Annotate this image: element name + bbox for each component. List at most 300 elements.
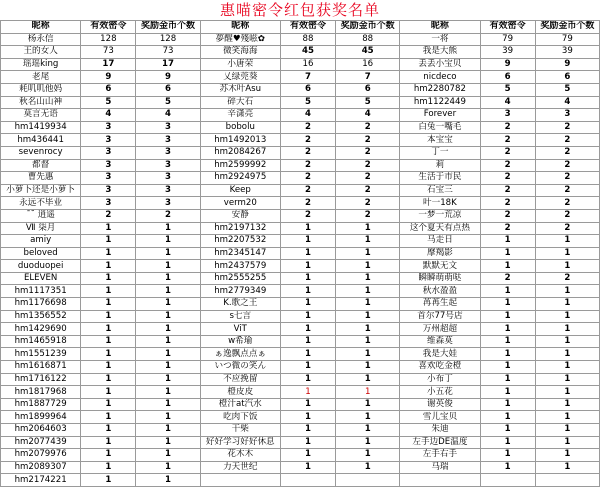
cell-nickname[interactable]: 一将 [400, 33, 480, 46]
cell-nickname[interactable]: hm2084267 [200, 146, 280, 159]
cell-coin-rewards[interactable]: 2 [336, 146, 400, 159]
cell-nickname[interactable]: 苒苒生起 [400, 298, 480, 311]
cell-nickname[interactable]: 这个夏天有点热 [400, 222, 480, 235]
cell-valid-codes[interactable]: 1 [81, 348, 136, 361]
cell-valid-codes[interactable]: 2 [480, 134, 535, 147]
cell-nickname[interactable]: hm1419934 [1, 121, 81, 134]
cell-coin-rewards[interactable]: 1 [336, 323, 400, 336]
cell-nickname[interactable]: hm2924975 [200, 172, 280, 185]
cell-valid-codes[interactable]: 1 [480, 323, 535, 336]
cell-valid-codes[interactable]: 1 [480, 449, 535, 462]
cell-valid-codes[interactable]: 1 [480, 386, 535, 399]
cell-valid-codes[interactable]: 1 [280, 298, 335, 311]
cell-coin-rewards[interactable]: 1 [336, 461, 400, 474]
cell-valid-codes[interactable]: 3 [81, 172, 136, 185]
cell-nickname[interactable]: 曹先惠 [1, 172, 81, 185]
cell-nickname[interactable]: 碎大石 [200, 96, 280, 109]
cell-coin-rewards[interactable]: 4 [336, 109, 400, 122]
cell-valid-codes[interactable]: 1 [81, 285, 136, 298]
cell-valid-codes[interactable]: 3 [81, 159, 136, 172]
cell-valid-codes[interactable]: 2 [480, 184, 535, 197]
cell-coin-rewards[interactable]: 2 [336, 184, 400, 197]
cell-coin-rewards[interactable]: 1 [136, 235, 200, 248]
cell-valid-codes[interactable]: 2 [280, 209, 335, 222]
cell-coin-rewards[interactable]: 1 [336, 285, 400, 298]
cell-coin-rewards[interactable]: 1 [136, 398, 200, 411]
cell-valid-codes[interactable]: 1 [280, 436, 335, 449]
cell-nickname[interactable]: 摩羯影 [400, 247, 480, 260]
cell-coin-rewards[interactable]: 5 [336, 96, 400, 109]
cell-valid-codes[interactable]: 2 [480, 197, 535, 210]
cell-nickname[interactable]: 莫言无语 [1, 109, 81, 122]
cell-coin-rewards[interactable]: 3 [136, 134, 200, 147]
cell-coin-rewards[interactable]: 1 [136, 386, 200, 399]
cell-nickname[interactable]: verm20 [200, 197, 280, 210]
cell-valid-codes[interactable]: 1 [81, 222, 136, 235]
cell-nickname[interactable]: amiy [1, 235, 81, 248]
cell-coin-rewards[interactable]: 1 [136, 323, 200, 336]
cell-coin-rewards[interactable]: 2 [336, 197, 400, 210]
cell-nickname[interactable]: ¯˘ 逍遥 [1, 209, 81, 222]
cell-valid-codes[interactable]: 9 [480, 58, 535, 71]
header-nickname[interactable]: 昵称 [1, 21, 81, 34]
cell-valid-codes[interactable]: 1 [280, 424, 335, 437]
cell-nickname[interactable]: 耗叽叽他妈 [1, 83, 81, 96]
empty-cell[interactable] [280, 474, 335, 487]
cell-coin-rewards[interactable]: 9 [535, 58, 599, 71]
cell-valid-codes[interactable]: 1 [81, 298, 136, 311]
cell-valid-codes[interactable]: 3 [81, 134, 136, 147]
cell-valid-codes[interactable]: 1 [480, 298, 535, 311]
cell-valid-codes[interactable]: 7 [280, 71, 335, 84]
cell-coin-rewards[interactable]: 45 [336, 46, 400, 59]
cell-valid-codes[interactable]: 1 [280, 222, 335, 235]
cell-coin-rewards[interactable]: 1 [136, 222, 200, 235]
cell-valid-codes[interactable]: 5 [81, 96, 136, 109]
cell-valid-codes[interactable]: 1 [280, 411, 335, 424]
cell-coin-rewards[interactable]: 39 [535, 46, 599, 59]
cell-valid-codes[interactable]: 1 [81, 398, 136, 411]
cell-nickname[interactable]: ViT [200, 323, 280, 336]
cell-valid-codes[interactable]: 6 [480, 71, 535, 84]
cell-nickname[interactable]: 喜欢吃金橙 [400, 361, 480, 374]
cell-valid-codes[interactable]: 1 [81, 247, 136, 260]
cell-valid-codes[interactable]: 1 [480, 247, 535, 260]
cell-valid-codes[interactable]: 1 [81, 386, 136, 399]
cell-valid-codes[interactable]: 6 [280, 83, 335, 96]
cell-valid-codes[interactable]: 17 [81, 58, 136, 71]
cell-coin-rewards[interactable]: 2 [535, 272, 599, 285]
cell-valid-codes[interactable]: 4 [280, 109, 335, 122]
cell-valid-codes[interactable]: 1 [81, 474, 136, 487]
cell-coin-rewards[interactable]: 1 [136, 424, 200, 437]
cell-nickname[interactable]: hm2599992 [200, 159, 280, 172]
cell-coin-rewards[interactable]: 1 [336, 310, 400, 323]
cell-coin-rewards[interactable]: 2 [535, 172, 599, 185]
cell-nickname[interactable]: hm2064603 [1, 424, 81, 437]
cell-nickname[interactable]: 一梦一荒凉 [400, 209, 480, 222]
cell-nickname[interactable]: ELEVEN [1, 272, 81, 285]
cell-nickname[interactable]: hm1492013 [200, 134, 280, 147]
cell-coin-rewards[interactable]: 1 [535, 424, 599, 437]
header-valid-codes[interactable]: 有效密令 [280, 21, 335, 34]
cell-valid-codes[interactable]: 1 [480, 260, 535, 273]
empty-cell[interactable] [535, 474, 599, 487]
cell-valid-codes[interactable]: 1 [81, 260, 136, 273]
cell-valid-codes[interactable]: 3 [81, 146, 136, 159]
cell-valid-codes[interactable]: 1 [81, 323, 136, 336]
cell-coin-rewards[interactable]: 5 [136, 96, 200, 109]
cell-coin-rewards[interactable]: 1 [336, 361, 400, 374]
cell-nickname[interactable]: 王的女人 [1, 46, 81, 59]
cell-coin-rewards[interactable]: 1 [336, 260, 400, 273]
cell-valid-codes[interactable]: 1 [81, 310, 136, 323]
cell-coin-rewards[interactable]: 3 [535, 109, 599, 122]
cell-coin-rewards[interactable]: 2 [535, 159, 599, 172]
cell-coin-rewards[interactable]: 2 [535, 146, 599, 159]
cell-coin-rewards[interactable]: 2 [535, 184, 599, 197]
cell-coin-rewards[interactable]: 1 [136, 298, 200, 311]
cell-valid-codes[interactable]: 88 [280, 33, 335, 46]
cell-coin-rewards[interactable]: 6 [535, 71, 599, 84]
cell-valid-codes[interactable]: 2 [280, 134, 335, 147]
cell-coin-rewards[interactable]: 1 [535, 348, 599, 361]
cell-nickname[interactable]: hm1899964 [1, 411, 81, 424]
cell-coin-rewards[interactable]: 1 [535, 235, 599, 248]
cell-coin-rewards[interactable]: 2 [535, 121, 599, 134]
cell-coin-rewards[interactable]: 73 [136, 46, 200, 59]
cell-nickname[interactable]: hm2280782 [400, 83, 480, 96]
cell-valid-codes[interactable]: 16 [280, 58, 335, 71]
cell-coin-rewards[interactable]: 3 [136, 159, 200, 172]
cell-nickname[interactable]: hm2555255 [200, 272, 280, 285]
cell-valid-codes[interactable]: 1 [81, 272, 136, 285]
cell-coin-rewards[interactable]: 1 [535, 310, 599, 323]
cell-nickname[interactable]: 安静 [200, 209, 280, 222]
cell-coin-rewards[interactable]: 3 [136, 146, 200, 159]
cell-nickname[interactable]: bobolu [200, 121, 280, 134]
cell-coin-rewards[interactable]: 2 [535, 134, 599, 147]
cell-coin-rewards[interactable]: 1 [136, 285, 200, 298]
cell-nickname[interactable]: 石宝三 [400, 184, 480, 197]
cell-coin-rewards[interactable]: 1 [535, 335, 599, 348]
cell-valid-codes[interactable]: 2 [280, 184, 335, 197]
header-coin-rewards[interactable]: 奖励金币个数 [535, 21, 599, 34]
cell-coin-rewards[interactable]: 1 [336, 449, 400, 462]
cell-valid-codes[interactable]: 1 [81, 373, 136, 386]
cell-valid-codes[interactable]: 2 [280, 146, 335, 159]
cell-nickname[interactable]: 力天世纪 [200, 461, 280, 474]
cell-coin-rewards[interactable]: 2 [535, 209, 599, 222]
cell-nickname[interactable]: sevenrocy [1, 146, 81, 159]
cell-valid-codes[interactable]: 79 [480, 33, 535, 46]
cell-valid-codes[interactable]: 1 [280, 260, 335, 273]
cell-nickname[interactable]: 好好学习好好休息 [200, 436, 280, 449]
cell-nickname[interactable]: Ⅶ 柒月 [1, 222, 81, 235]
cell-coin-rewards[interactable]: 128 [136, 33, 200, 46]
cell-valid-codes[interactable]: 2 [280, 121, 335, 134]
cell-coin-rewards[interactable]: 1 [336, 298, 400, 311]
cell-coin-rewards[interactable]: 4 [136, 109, 200, 122]
cell-nickname[interactable]: 都督 [1, 159, 81, 172]
cell-valid-codes[interactable]: 2 [280, 197, 335, 210]
cell-valid-codes[interactable]: 1 [480, 285, 535, 298]
cell-coin-rewards[interactable]: 1 [336, 335, 400, 348]
cell-nickname[interactable]: 小五花 [400, 386, 480, 399]
cell-nickname[interactable]: 谢英俊 [400, 398, 480, 411]
cell-valid-codes[interactable]: 1 [81, 461, 136, 474]
cell-valid-codes[interactable]: 1 [280, 323, 335, 336]
cell-coin-rewards[interactable]: 1 [136, 411, 200, 424]
cell-nickname[interactable]: 丁一 [400, 146, 480, 159]
cell-nickname[interactable]: 秋名山山神 [1, 96, 81, 109]
cell-valid-codes[interactable]: 4 [480, 96, 535, 109]
cell-nickname[interactable]: hm1551239 [1, 348, 81, 361]
cell-nickname[interactable]: hm2079976 [1, 449, 81, 462]
cell-coin-rewards[interactable]: 2 [136, 209, 200, 222]
cell-nickname[interactable]: 橙汁at汽水 [200, 398, 280, 411]
cell-nickname[interactable]: 莉 [400, 159, 480, 172]
cell-nickname[interactable]: Forever [400, 109, 480, 122]
cell-valid-codes[interactable]: 1 [280, 449, 335, 462]
cell-nickname[interactable]: K.歌之王 [200, 298, 280, 311]
cell-nickname[interactable]: hm436441 [1, 134, 81, 147]
cell-coin-rewards[interactable]: 1 [336, 398, 400, 411]
cell-valid-codes[interactable]: 6 [81, 83, 136, 96]
cell-nickname[interactable]: 苏木叶Asu [200, 83, 280, 96]
cell-valid-codes[interactable]: 1 [280, 335, 335, 348]
cell-valid-codes[interactable]: 2 [280, 159, 335, 172]
cell-valid-codes[interactable]: 1 [280, 361, 335, 374]
cell-nickname[interactable]: いつ微の笑ん [200, 361, 280, 374]
cell-valid-codes[interactable]: 1 [480, 411, 535, 424]
cell-coin-rewards[interactable]: 16 [336, 58, 400, 71]
cell-coin-rewards[interactable]: 6 [136, 83, 200, 96]
cell-nickname[interactable]: 默默无文 [400, 260, 480, 273]
cell-valid-codes[interactable]: 1 [280, 461, 335, 474]
cell-coin-rewards[interactable]: 1 [136, 335, 200, 348]
cell-coin-rewards[interactable]: 2 [336, 121, 400, 134]
cell-coin-rewards[interactable]: 1 [535, 386, 599, 399]
cell-coin-rewards[interactable]: 1 [535, 285, 599, 298]
cell-coin-rewards[interactable]: 1 [535, 449, 599, 462]
cell-valid-codes[interactable]: 2 [480, 172, 535, 185]
cell-nickname[interactable]: 夢醒♥殘嗞✿ [200, 33, 280, 46]
cell-valid-codes[interactable]: 1 [81, 449, 136, 462]
cell-nickname[interactable]: 吃肉下饭 [200, 411, 280, 424]
cell-coin-rewards[interactable]: 7 [336, 71, 400, 84]
cell-valid-codes[interactable]: 128 [81, 33, 136, 46]
cell-coin-rewards[interactable]: 1 [136, 272, 200, 285]
cell-coin-rewards[interactable]: 1 [136, 310, 200, 323]
cell-nickname[interactable]: hm2437579 [200, 260, 280, 273]
cell-coin-rewards[interactable]: 1 [535, 323, 599, 336]
cell-nickname[interactable]: 马瑞 [400, 461, 480, 474]
cell-nickname[interactable]: 瑶瑶king [1, 58, 81, 71]
cell-valid-codes[interactable]: 1 [81, 436, 136, 449]
cell-nickname[interactable]: hm1117351 [1, 285, 81, 298]
cell-valid-codes[interactable]: 1 [280, 235, 335, 248]
header-valid-codes[interactable]: 有效密令 [480, 21, 535, 34]
header-nickname[interactable]: 昵称 [200, 21, 280, 34]
header-valid-codes[interactable]: 有效密令 [81, 21, 136, 34]
cell-nickname[interactable]: 干柴 [200, 424, 280, 437]
cell-valid-codes[interactable]: 2 [480, 159, 535, 172]
cell-coin-rewards[interactable]: 1 [535, 260, 599, 273]
cell-coin-rewards[interactable]: 1 [336, 348, 400, 361]
cell-valid-codes[interactable]: 3 [81, 121, 136, 134]
cell-valid-codes[interactable]: 2 [480, 146, 535, 159]
cell-nickname[interactable]: 叶一18K [400, 197, 480, 210]
cell-nickname[interactable]: 乂绿莞葵 [200, 71, 280, 84]
cell-valid-codes[interactable]: 1 [280, 310, 335, 323]
cell-coin-rewards[interactable]: 1 [336, 424, 400, 437]
cell-nickname[interactable]: 秋水盈盈 [400, 285, 480, 298]
cell-valid-codes[interactable]: 2 [480, 121, 535, 134]
cell-nickname[interactable]: hm1887729 [1, 398, 81, 411]
cell-nickname[interactable]: 雪儿宝贝 [400, 411, 480, 424]
cell-coin-rewards[interactable]: 1 [136, 449, 200, 462]
cell-nickname[interactable]: hm2077439 [1, 436, 81, 449]
cell-coin-rewards[interactable]: 3 [136, 197, 200, 210]
cell-valid-codes[interactable]: 1 [280, 272, 335, 285]
cell-coin-rewards[interactable]: 1 [336, 222, 400, 235]
cell-nickname[interactable]: 马走日 [400, 235, 480, 248]
cell-nickname[interactable]: hm1616871 [1, 361, 81, 374]
cell-nickname[interactable]: 橙皮皮 [200, 386, 280, 399]
cell-valid-codes[interactable]: 2 [81, 209, 136, 222]
cell-nickname[interactable]: ぁ逸飘点点ぁ [200, 348, 280, 361]
cell-nickname[interactable]: hm1122449 [400, 96, 480, 109]
cell-coin-rewards[interactable]: 79 [535, 33, 599, 46]
cell-coin-rewards[interactable]: 1 [136, 436, 200, 449]
cell-coin-rewards[interactable]: 1 [535, 361, 599, 374]
cell-coin-rewards[interactable]: 3 [136, 121, 200, 134]
cell-nickname[interactable]: 微笑海海 [200, 46, 280, 59]
cell-valid-codes[interactable]: 45 [280, 46, 335, 59]
cell-coin-rewards[interactable]: 1 [535, 461, 599, 474]
cell-nickname[interactable]: 花木木 [200, 449, 280, 462]
cell-nickname[interactable]: hm1817968 [1, 386, 81, 399]
header-coin-rewards[interactable]: 奖励金币个数 [136, 21, 200, 34]
cell-valid-codes[interactable]: 1 [280, 348, 335, 361]
cell-valid-codes[interactable]: 2 [280, 172, 335, 185]
cell-valid-codes[interactable]: 1 [480, 348, 535, 361]
cell-nickname[interactable]: 小萝卜还是小萝卜 [1, 184, 81, 197]
cell-nickname[interactable]: hm2345147 [200, 247, 280, 260]
cell-coin-rewards[interactable]: 1 [535, 373, 599, 386]
cell-valid-codes[interactable]: 1 [280, 247, 335, 260]
cell-nickname[interactable]: 我是大娃 [400, 348, 480, 361]
cell-coin-rewards[interactable]: 6 [336, 83, 400, 96]
cell-nickname[interactable]: 杨永信 [1, 33, 81, 46]
empty-cell[interactable] [480, 474, 535, 487]
cell-nickname[interactable]: 我是大熊 [400, 46, 480, 59]
cell-valid-codes[interactable]: 1 [280, 386, 335, 399]
cell-coin-rewards[interactable]: 1 [136, 461, 200, 474]
cell-nickname[interactable]: duoduopei [1, 260, 81, 273]
cell-coin-rewards[interactable]: 1 [336, 386, 400, 399]
cell-nickname[interactable]: 本宝宝 [400, 134, 480, 147]
empty-cell[interactable] [400, 474, 480, 487]
cell-nickname[interactable]: hm2207532 [200, 235, 280, 248]
cell-coin-rewards[interactable]: 2 [336, 134, 400, 147]
cell-valid-codes[interactable]: 1 [480, 436, 535, 449]
cell-nickname[interactable]: 朱迪 [400, 424, 480, 437]
cell-coin-rewards[interactable]: 1 [136, 260, 200, 273]
cell-valid-codes[interactable]: 1 [480, 398, 535, 411]
cell-valid-codes[interactable]: 2 [480, 272, 535, 285]
cell-valid-codes[interactable]: 1 [480, 335, 535, 348]
cell-nickname[interactable]: hm2089307 [1, 461, 81, 474]
cell-nickname[interactable]: hm2197132 [200, 222, 280, 235]
cell-nickname[interactable]: 首尔77号店 [400, 310, 480, 323]
cell-valid-codes[interactable]: 1 [81, 361, 136, 374]
cell-nickname[interactable]: beloved [1, 247, 81, 260]
cell-nickname[interactable]: hm1356552 [1, 310, 81, 323]
cell-nickname[interactable]: 左手边DE温度 [400, 436, 480, 449]
header-coin-rewards[interactable]: 奖励金币个数 [336, 21, 400, 34]
cell-valid-codes[interactable]: 1 [81, 411, 136, 424]
cell-coin-rewards[interactable]: 88 [336, 33, 400, 46]
cell-nickname[interactable]: s七言 [200, 310, 280, 323]
empty-cell[interactable] [200, 474, 280, 487]
cell-nickname[interactable]: 小布丁 [400, 373, 480, 386]
cell-valid-codes[interactable]: 3 [480, 109, 535, 122]
cell-valid-codes[interactable]: 3 [81, 197, 136, 210]
cell-coin-rewards[interactable]: 1 [535, 398, 599, 411]
cell-coin-rewards[interactable]: 1 [136, 247, 200, 260]
cell-valid-codes[interactable]: 1 [480, 424, 535, 437]
cell-nickname[interactable]: 万州超超 [400, 323, 480, 336]
cell-coin-rewards[interactable]: 2 [535, 222, 599, 235]
cell-coin-rewards[interactable]: 1 [136, 474, 200, 487]
cell-nickname[interactable]: 小唐荣 [200, 58, 280, 71]
cell-valid-codes[interactable]: 73 [81, 46, 136, 59]
cell-nickname[interactable]: 左手右手 [400, 449, 480, 462]
cell-coin-rewards[interactable]: 5 [535, 83, 599, 96]
cell-coin-rewards[interactable]: 2 [336, 159, 400, 172]
cell-valid-codes[interactable]: 2 [480, 209, 535, 222]
cell-coin-rewards[interactable]: 1 [336, 235, 400, 248]
cell-valid-codes[interactable]: 1 [81, 424, 136, 437]
cell-valid-codes[interactable]: 1 [280, 285, 335, 298]
cell-valid-codes[interactable]: 9 [81, 71, 136, 84]
cell-nickname[interactable]: 不应挽留 [200, 373, 280, 386]
cell-nickname[interactable]: 维森莫 [400, 335, 480, 348]
cell-nickname[interactable]: hm2174221 [1, 474, 81, 487]
cell-valid-codes[interactable]: 1 [480, 235, 535, 248]
cell-valid-codes[interactable]: 1 [81, 335, 136, 348]
cell-coin-rewards[interactable]: 1 [336, 373, 400, 386]
cell-nickname[interactable]: hm1716122 [1, 373, 81, 386]
cell-valid-codes[interactable]: 39 [480, 46, 535, 59]
cell-coin-rewards[interactable]: 1 [136, 361, 200, 374]
cell-valid-codes[interactable]: 1 [280, 373, 335, 386]
cell-valid-codes[interactable]: 2 [480, 222, 535, 235]
cell-coin-rewards[interactable]: 1 [535, 247, 599, 260]
cell-coin-rewards[interactable]: 9 [136, 71, 200, 84]
cell-nickname[interactable]: 生活于市民 [400, 172, 480, 185]
cell-valid-codes[interactable]: 5 [280, 96, 335, 109]
cell-coin-rewards[interactable]: 1 [336, 411, 400, 424]
cell-nickname[interactable]: 瞬瞬萌萌哒 [400, 272, 480, 285]
cell-coin-rewards[interactable]: 1 [336, 436, 400, 449]
cell-coin-rewards[interactable]: 17 [136, 58, 200, 71]
cell-valid-codes[interactable]: 3 [81, 184, 136, 197]
cell-coin-rewards[interactable]: 1 [336, 272, 400, 285]
cell-valid-codes[interactable]: 1 [480, 310, 535, 323]
